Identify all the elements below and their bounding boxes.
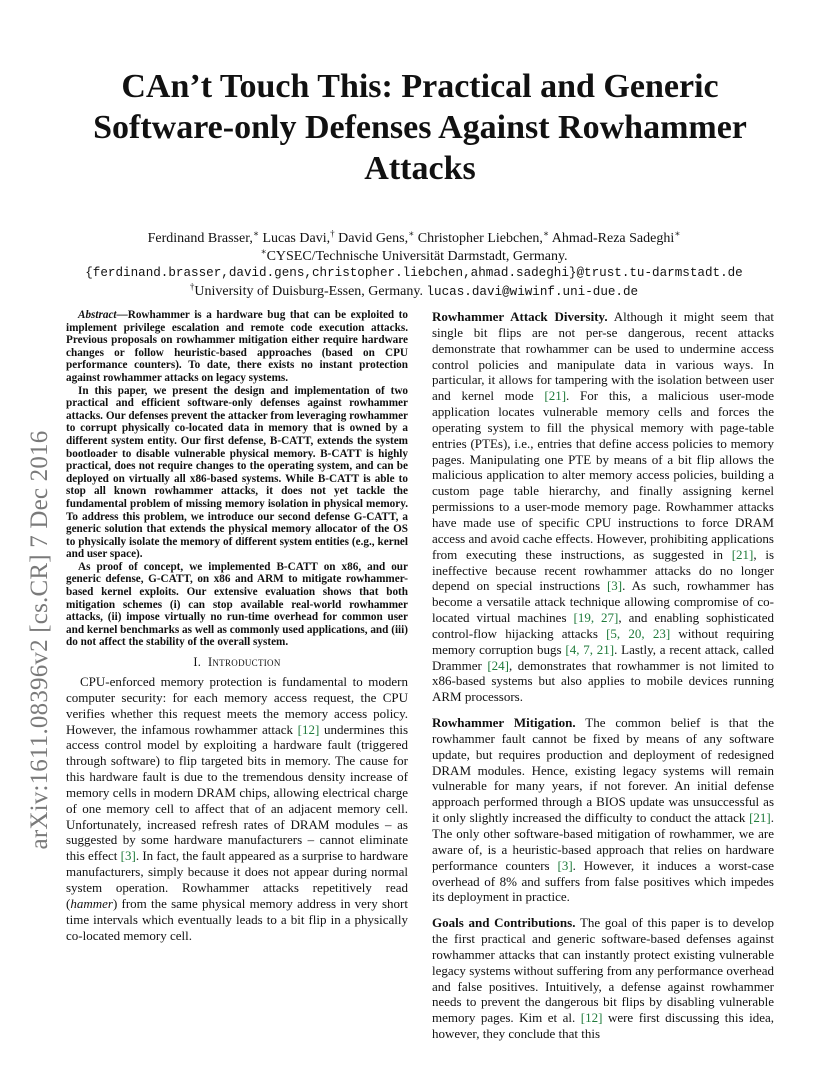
abstract [66, 309, 408, 649]
author-name: Ahmad-Reza Sadeghi [551, 231, 675, 246]
affiliation-mark: † [189, 281, 195, 292]
abstract-paragraph: In this paper, we present the design and implementation of two practical and efficient software-only defenses against rowhammer attacks. Our defenses prevent the attacker from leveraging rowhammer to corrupt physically co-located data in memory that is owned by a different system entity. Our first defense, B-CATT, extends the system bootloader to disable vulnerable physical memory. B-CATT is highly practical, does not require changes to the operating system, and can be deployed on virtually all x86-based systems. While B-CATT is able to stop all known rowhammer attacks, it does not yet tackle the fundamental problem of missing memory isolation in physical memory. To address this problem, we introduce our second defense G-CATT, a generic solution that extends the physical memory allocator of the OS to physically isolate the memory of different system entities (e.g., kernel and user space). [66, 384, 408, 561]
paper-title: CAn’t Touch This: Practical and Generic Software-only Defenses Against Rowhammer Attacks [93, 68, 747, 187]
citation-link[interactable]: [3] [557, 857, 573, 873]
citation-link[interactable]: [21] [749, 810, 771, 826]
paragraph-attack-diversity: Rowhammer Attack Diversity. Although it might seem that single bit flips are not per-se dangerous, recent attacks demonstrate that rowhammer can be used to undermine access control policies and manipulate data in various ways. In particular, it allows for tampering with the isolation between user and kernel mode [21]. For this, a malicious user-mode application locates vulnerable memory cells and forces the operating system to fill the physical memory with page-table entries (PTEs), i.e., entries that define access policies to memory pages. Manipulating one PTE by means of a bit flip allows the malicious application to alter memory access policies, building a custom page table hierarchy, and finally assigning kernel permissions to a user-mode memory page. Rowhammer attacks have made use of specific CPU instructions to force DRAM access and avoid cache effects. However, prohibiting applications from executing these instructions, as suggested in [21], is ineffective because recent rowhammer attacks do no longer depend on special instructions [3]. As such, rowhammer has become a versatile attack technique allowing compromise of co-located virtual machines [19, 27], and enabling sophisticated control-flow hijacking attacks [5, 20, 23] without requiring memory corruption bugs [4, 7, 21]. Lastly, a recent attack, called Drammer [24], demonstrates that rowhammer is not limited to x86-based systems but also applies to mobile devices running ARM processors. [432, 309, 775, 705]
abstract-paragraph: As proof of concept, we implemented B-CATT on x86, and our generic defense, G-CATT, on x86 and ARM to mitigate rowhammer-based kernel exploits. Our extensive evaluation shows that both mitigation schemes (i) can stop available real-world rowhammer attacks, (ii) impose virtually no run-time overhead for common user and kernel benchmarks as well as commonly used applications, and (iii) do not affect the stability of the overall system. [66, 560, 408, 649]
arxiv-side-identifier [18, 290, 62, 990]
affiliation-mark: ∗ [408, 228, 415, 239]
citation-link[interactable]: [24] [487, 657, 509, 673]
citation-link[interactable]: [5, 20, 23] [606, 625, 671, 641]
citation-link[interactable]: [21] [544, 388, 567, 404]
section-title: Introduction [207, 655, 281, 670]
affiliation-mark: ∗ [260, 246, 267, 257]
paragraph-lead: Rowhammer Mitigation. [432, 715, 576, 731]
intro-paragraph: CPU-enforced memory protection is fundamental to modern computer security: for each memory access request, the CPU verifies whether this request meets the memory access policy. However, the infamous rowhammer attack [12] undermines this access control model by exploiting a hardware fault (triggered through software) to flip targeted bits in memory. The cause for this hardware fault is due to the tremendous density increase of memory cells in modern DRAM chips, allowing electrical charge of one memory cell to affect that of an adjacent memory cell. Unfortunately, increased refresh rates of DRAM modules – as suggested by some hardware manufacturers – cannot eliminate this effect [3]. In fact, the fault appeared as a surprise to hardware manufacturers, simply because it does not appear during normal system operation. Rowhammer attacks repetitively read (hammer) from the same physical memory address in very short time intervals which eventually leads to a bit flip in a physically co-located memory cell. [66, 674, 409, 943]
affiliation-darmstadt [60, 248, 768, 265]
section-heading [66, 655, 408, 670]
affiliation-mark: ∗ [674, 228, 681, 239]
citation-link[interactable]: [12] [580, 1010, 603, 1026]
abstract-heading: Abstract [78, 309, 117, 321]
affiliation-text: University of Duisburg-Essen, Germany. [194, 284, 423, 299]
affiliation-duisburg [60, 283, 768, 301]
paragraph-lead: Rowhammer Attack Diversity. [432, 309, 608, 324]
author-name: David Gens, [338, 231, 409, 246]
paragraph-goals: Goals and Contributions. The goal of this paper is to develop the first practical and generic software-based defenses against rowhammer attacks that can instantly protect existing vulnerable legacy systems without suffering from any performance overhead and false positives. Intuitively, a defense against rowhammer needs to prevent the dangerous bit flips by disabling vulnerable memory pages. Kim et al. [12] were first discussing this idea, however, they conclude that this [432, 915, 774, 1042]
author-email-link[interactable]: lucas.davi@wiwinf.uni-due.de [426, 285, 639, 299]
affiliation-mark: † [330, 228, 335, 239]
left-column [66, 309, 408, 943]
citation-link[interactable]: [12] [297, 721, 320, 737]
affiliation-mark: ∗ [542, 228, 550, 239]
section-number: I. [193, 655, 202, 670]
emphasis-text: hammer [70, 895, 113, 911]
author-emails[interactable]: {ferdinand.brasser,david.gens,christopher.liebchen,ahmad.sadeghi}@trust.tu-darmstadt.de [85, 266, 743, 280]
citation-link[interactable]: [19, 27] [573, 610, 619, 626]
citation-link[interactable]: [3] [120, 848, 136, 864]
paragraph-lead: Goals and Contributions. [432, 915, 576, 931]
author-name: Christopher Liebchen, [417, 231, 543, 246]
arxiv-identifier-text: arXiv:1611.08396v2 [cs.CR] 7 Dec 2016 [26, 430, 53, 850]
citation-link[interactable]: [4, 7, 21] [565, 641, 615, 657]
citation-link[interactable]: [3] [606, 578, 623, 594]
author-name: Lucas Davi, [262, 231, 331, 246]
right-column [432, 309, 774, 1052]
affiliation-text: CYSEC/Technische Universität Darmstadt, Germany. [266, 249, 568, 264]
author-name: Ferdinand Brasser, [147, 231, 253, 246]
affiliation-mark: ∗ [252, 228, 259, 239]
paragraph-mitigation: Rowhammer Mitigation. The common belief is that the rowhammer fault cannot be fixed by means of any software update, but requires production and deployment of redesigned DRAM modules. Hence, existing legacy systems will remain vulnerable for many years, if not forever. An initial defense approach performed through a BIOS update was unsuccessful as it only slightly increased the difficulty to conduct the attack [21]. The only other software-based mitigation of rowhammer, we are aware of, is a heuristic-based approach that relies on hardware performance counters [3]. However, it induces a worst-case overhead of 8% and suffers from false positives which impedes its deployment in practice. [432, 715, 775, 905]
citation-link[interactable]: [21] [731, 546, 754, 562]
author-list [60, 230, 768, 247]
abstract-paragraph: Abstract—Rowhammer is a hardware bug that can be exploited to implement privilege escalation and remote code execution attacks. Previous proposals on rowhammer mitigation either require hardware changes or follow heuristic-based approaches (based on CPU performance counters). To date, there exists no instant protection against rowhammer attacks on legacy systems. [66, 309, 408, 384]
